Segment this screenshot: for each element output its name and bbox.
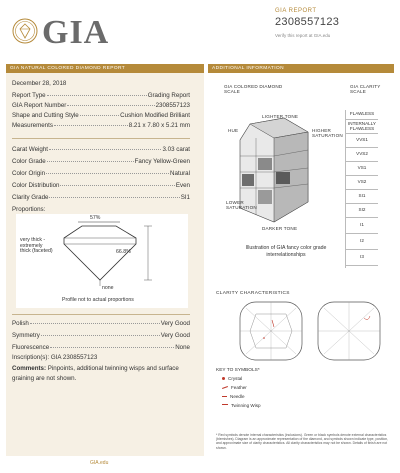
row-value: Very Good [160,320,190,327]
right-section-bar: ADDITIONAL INFORMATION [208,64,394,73]
row-value: 3.03 carat [162,146,190,153]
key-label: Needle [230,394,245,399]
row-carat [12,146,190,155]
row-label: Measurements [12,122,53,129]
row-polish [12,320,190,329]
row-value: Natural [170,170,190,177]
row-label: Fluorescence [12,344,50,351]
key-item-crystal [222,376,242,381]
clarity-grade-cell: SI2 [346,204,378,218]
inscriptions: Inscription(s): GIA 2308557123 [12,354,98,361]
report-number: 2308557123 [275,16,340,28]
row-value: Grading Report [147,92,190,99]
clarity-plot-diagrams [220,300,390,362]
crown-view-plot [240,302,302,360]
report-label: GIA REPORT [275,8,317,14]
clarity-grade-cell: INTERNALLY FLAWLESS [346,120,378,134]
clarity-scale [346,110,378,268]
row-color-distribution [12,182,190,191]
row-value: None [175,344,190,351]
label-hue: HUE [228,128,239,133]
row-report-number [12,102,190,111]
clarity-grade-cell: FLAWLESS [346,110,378,120]
row-label: Color Grade [12,158,46,165]
key-label: Crystal [228,376,243,381]
row-value: SI1 [180,194,190,201]
key-item-needle [222,394,245,399]
comments-label: Comments: [12,365,47,372]
key-item-twinning-wisp [222,403,261,408]
row-label: GIA Report Number [12,102,67,109]
clarity-grade-cell: SI1 [346,190,378,204]
clarity-grade-cell: VS1 [346,162,378,176]
gia-seal-icon [12,18,38,44]
comments-block [12,364,194,383]
row-label: Color Distribution [12,182,60,189]
divider [12,314,190,315]
gia-logo: GIA [42,14,110,51]
label-lower-saturation: LOWER SATURATION [226,200,257,211]
row-value: 8.21 x 7.80 x 5.21 mm [128,122,190,129]
row-color-origin [12,170,190,179]
row-label: Color Origin [12,170,46,177]
clarity-scale-title: GIA CLARITY SCALE [350,84,381,95]
row-value: 2308557123 [155,102,190,109]
row-label: Clarity Grade [12,194,49,201]
row-clarity-grade [12,194,190,203]
clarity-scale-bracket [340,110,346,268]
row-report-type [12,92,190,101]
clarity-grade-cell: VVS1 [346,134,378,148]
row-label: Carat Weight [12,146,48,153]
proportions-diagram [16,214,188,308]
key-item-feather [222,385,247,390]
symbols-footnote: * Red symbols denote internal characteristics (inclusions). Green or black symbols denote external characteristics (blemishes). Diagram is an approximate representation of the diamond, and symbols shown indicate type, position, and approximate size of clarity characteristics. All clarity characteristics may not be shown. Details of finish are not shown. [216,433,389,450]
row-label: Symmetry [12,332,40,339]
row-fluorescence [12,344,190,353]
label-higher-saturation: HIGHER SATURATION [312,128,343,139]
clarity-grade-cell: I2 [346,234,378,250]
left-section-bar: GIA NATURAL COLORED DIAMOND REPORT [6,64,204,73]
row-value: Very Good [160,332,190,339]
footer-url[interactable]: GIA.edu [90,460,109,466]
row-shape [12,112,190,121]
row-value: Cushion Modified Brilliant [120,112,190,119]
report-id-block [275,8,339,38]
table-percent: 57% [90,215,101,221]
diamond-profile-icon [16,214,188,308]
color-scale-title: GIA COLORED DIAMOND SCALE [224,84,283,95]
label-darker-tone: DARKER TONE [262,226,298,231]
divider [12,138,190,139]
row-symmetry [12,332,190,341]
needle-icon [222,396,227,397]
row-measurements [12,122,190,131]
report-date: December 28, 2018 [12,80,67,87]
clarity-grade-cell: I3 [346,250,378,266]
key-label: Feather [231,385,247,390]
clarity-grade-cell: I1 [346,218,378,234]
key-label: Twinning Wisp [231,403,261,408]
key-to-symbols-title: KEY TO SYMBOLS* [216,368,260,373]
verify-link[interactable]: Verify this report at GIA.edu [275,33,331,38]
culet-size: none [102,285,114,291]
twinning-wisp-icon [222,404,228,407]
clarity-grade-cell: VVS2 [346,148,378,162]
diagram-caption: Illustration of GIA fancy color grade interrelationships [245,245,327,258]
crystal-icon [222,377,225,380]
clarity-grade-cell: VS2 [346,176,378,190]
label-lighter-tone: LIGHTER TONE [262,114,299,119]
feather-icon [222,386,228,389]
depth-percent: 66.8% [116,249,131,255]
clarity-characteristics-title: CLARITY CHARACTERISTICS [216,291,290,296]
profile-note: Profile not to actual proportions [62,297,134,303]
row-color-grade [12,158,190,167]
row-label: Shape and Cutting Style [12,112,79,119]
row-label: Polish [12,320,29,327]
girdle-description: very thick - extremely thick (faceted) [20,237,53,255]
row-label: Report Type [12,92,46,99]
row-value: Even [175,182,190,189]
row-value: Fancy Yellow-Green [134,158,190,165]
proportions-label: Proportions: [12,206,46,213]
pavilion-view-plot [318,302,380,360]
report-header [0,0,400,60]
comments-text: Pinpoints, additional twinning wisps and surface graining are not shown. [12,365,179,382]
